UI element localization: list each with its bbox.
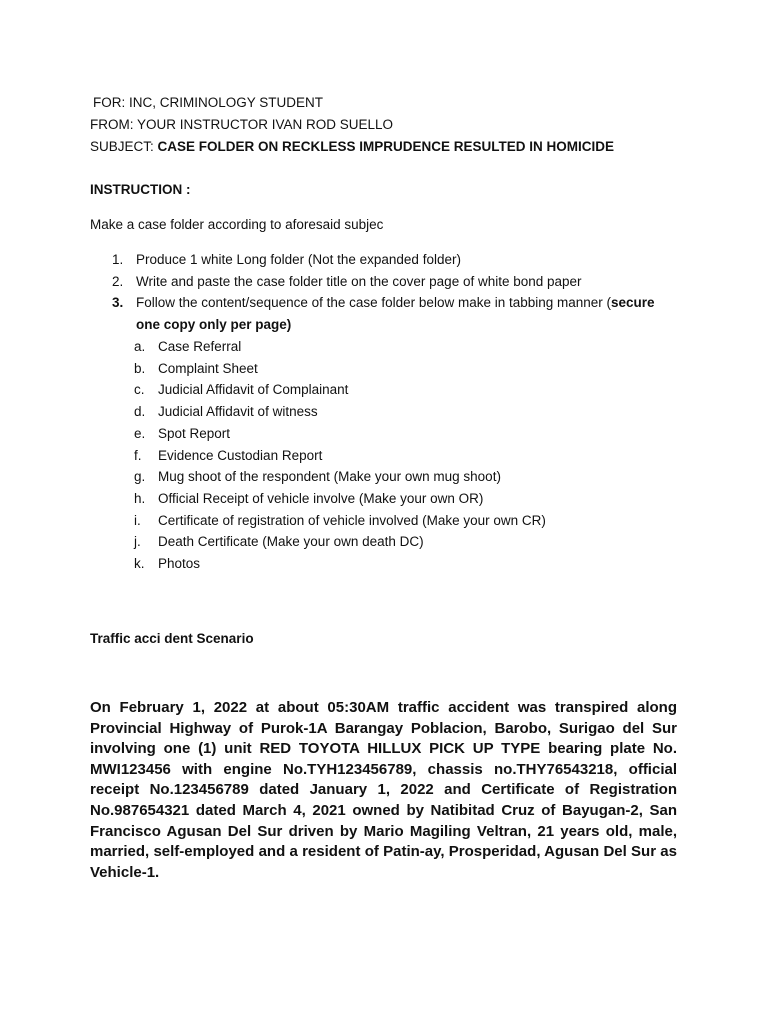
contents-marker: i. [134,512,141,528]
instruction-step [112,271,682,293]
step-text: Write and paste the case folder title on the cover page of white bond paper [136,273,582,289]
contents-item [134,445,546,467]
contents-marker: e. [134,425,146,441]
memo-from-value: YOUR INSTRUCTOR IVAN ROD SUELLO [137,117,394,132]
contents-item [134,510,546,532]
contents-text: Death Certificate (Make your own death DC) [158,534,424,550]
step-marker: 3. [112,295,124,311]
contents-marker: k. [134,556,145,572]
contents-item [134,423,546,445]
contents-item [134,531,546,553]
contents-item [134,488,546,510]
contents-item [134,336,546,358]
memo-subject-label: SUBJECT: [90,139,158,154]
contents-text: Photos [158,556,201,572]
step-marker: 2. [112,273,124,289]
memo-from-line [90,115,393,135]
contents-text: Official Receipt of vehicle involve (Make your own OR) [158,490,484,506]
contents-text: Complaint Sheet [158,360,258,376]
scenario-heading: Traffic acci dent Scenario [90,631,254,646]
instruction-step [112,292,682,335]
contents-item [134,379,546,401]
contents-text: Evidence Custodian Report [158,447,323,463]
contents-marker: b. [134,360,146,376]
instruction-text: Make a case folder according to aforesaid subjec [90,217,384,232]
instruction-heading: INSTRUCTION : [90,182,191,197]
contents-marker: a. [134,339,146,354]
contents-item [134,553,546,575]
memo-for-label: FOR: [93,95,129,110]
instruction-step [112,249,682,271]
contents-text: Case Referral [158,339,242,354]
memo-subject-line [90,137,614,157]
contents-text: Spot Report [158,425,231,441]
contents-item [134,401,546,423]
contents-marker: j. [134,534,141,550]
contents-marker: c. [134,382,145,398]
contents-text: Certificate of registration of vehicle involved (Make your own CR) [158,512,546,528]
memo-from-label: FROM: [90,117,137,132]
step-marker: 1. [112,252,124,267]
contents-text: Mug shoot of the respondent (Make your own mug shoot) [158,469,501,485]
case-folder-contents-list [134,336,546,575]
contents-marker: g. [134,469,146,485]
contents-marker: f. [134,447,142,463]
contents-marker: d. [134,404,146,420]
contents-text: Judicial Affidavit of witness [158,404,318,420]
contents-item [134,466,546,488]
memo-for-value: INC, CRIMINOLOGY STUDENT [129,95,324,110]
scenario-body-paragraph: On February 1, 2022 at about 05:30AM traffic accident was transpired along Provincial Highway of Purok-1A Barangay Poblacion, Barobo, Surigao del Sur involving one (1) unit RED TOYOTA HILLUX PICK UP TYPE bearing plate No. MWI123456 with engine No.TYH123456789, chassis no.THY76543218, official receipt No.123456789 dated January 1, 2022 and Certificate of Registration No.987654321 dated March 4, 2021 owned by Natibitad Cruz of Bayugan-2, San Francisco Agusan Del Sur driven by Mario Magiling Veltran, 21 years old, male, married, self-employed and a resident of Patin-ay, Prosperidad, Agusan Del Sur as Vehicle-1. [90,699,677,881]
contents-item [134,358,546,380]
step-bold-text: secure one copy only per page) [136,295,655,332]
step-text: Follow the content/sequence of the case folder below make in tabbing manner ( [136,295,612,311]
step-text: Produce 1 white Long folder (Not the expanded folder) [136,252,461,267]
memo-subject-value: CASE FOLDER ON RECKLESS IMPRUDENCE RESULTED IN HOMICIDE [157,139,615,154]
contents-marker: h. [134,490,146,506]
memo-for-line [93,93,323,113]
contents-text: Judicial Affidavit of Complainant [158,382,349,398]
instruction-steps-list [112,249,682,335]
